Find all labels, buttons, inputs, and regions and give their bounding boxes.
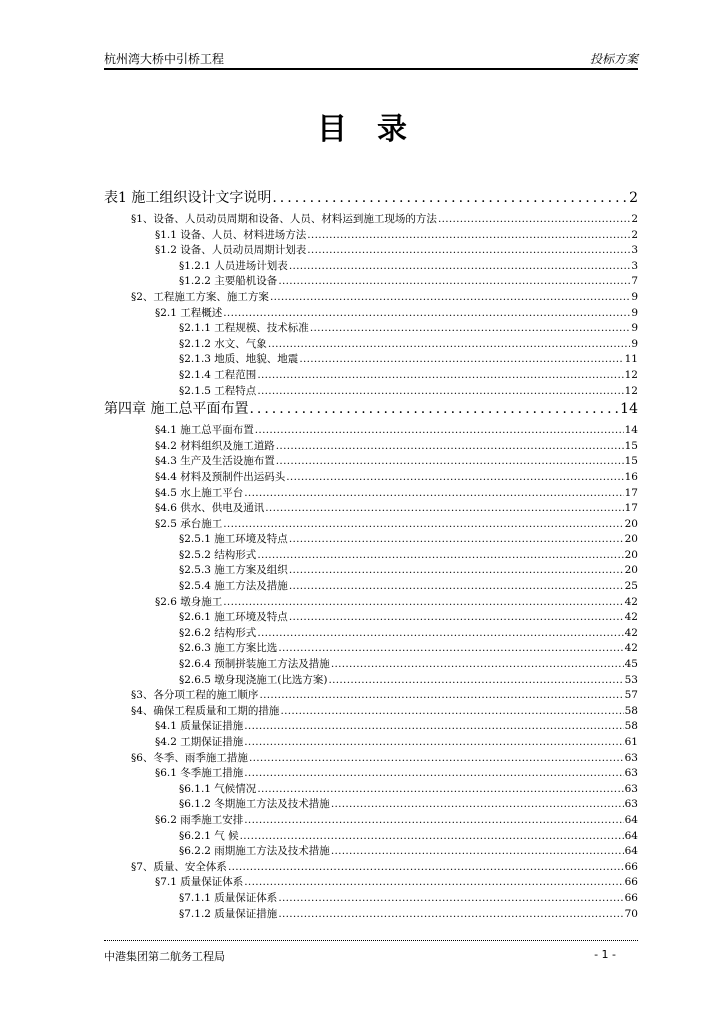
header-document-type: 投标方案	[589, 52, 638, 66]
toc-entry[interactable]	[104, 735, 638, 751]
toc-dot-leader	[244, 486, 623, 502]
toc-entry-page-number: 20	[624, 564, 638, 577]
toc-entry[interactable]	[104, 423, 638, 439]
toc-entry[interactable]	[104, 368, 638, 384]
toc-entry-page-number: 42	[624, 626, 638, 639]
toc-dot-leader	[244, 766, 623, 782]
toc-entry-title: §2.1.2 水文、气象	[179, 337, 267, 350]
toc-entry[interactable]	[104, 352, 638, 368]
toc-entry-page-number: 61	[624, 736, 638, 748]
toc-entry-page-number: 64	[624, 813, 638, 826]
toc-entry-title: §2.6.1 施工环境及特点	[179, 611, 288, 624]
header-project-name: 杭州湾大桥中引桥工程	[104, 52, 225, 66]
toc-entry[interactable]	[104, 641, 638, 657]
toc-entry-title: §4.2 工期保证措施	[155, 736, 244, 748]
toc-entry-title: §6.2.2 雨期施工方法及技术措施	[179, 845, 330, 858]
toc-dot-leader	[278, 907, 623, 923]
toc-entry-page-number: 66	[624, 876, 638, 889]
toc-entry-page-number: 20	[624, 517, 638, 530]
toc-entry[interactable]	[104, 797, 638, 813]
toc-dot-leader	[331, 844, 624, 860]
toc-entry[interactable]	[104, 782, 638, 798]
toc-entry-title: §2.1.4 工程范围	[179, 368, 257, 381]
toc-entry-page-number: 3	[631, 259, 638, 272]
toc-entry[interactable]	[104, 766, 638, 782]
toc-entry-title: §2.6.5 墩身现浇施工(比选方案)	[179, 673, 328, 686]
toc-dot-leader	[259, 688, 623, 704]
toc-entry-title: §2.6.2 结构形式	[179, 626, 257, 639]
toc-dot-leader	[244, 735, 623, 751]
toc-entry-title: §7.1 质量保证体系	[155, 876, 244, 889]
toc-entry-title: §2.6.3 施工方案比选	[179, 642, 278, 655]
toc-dot-leader	[289, 610, 624, 626]
toc-entry-title: §1、设备、人员动员周期和设备、人员、材料运到施工现场的方法	[131, 213, 437, 225]
toc-entry[interactable]	[104, 439, 638, 455]
toc-entry-title: §3、各分项工程的施工顺序	[131, 689, 259, 702]
toc-entry[interactable]	[104, 321, 638, 337]
toc-entry-page-number: 25	[624, 580, 638, 593]
toc-entry-page-number: 64	[624, 845, 638, 858]
toc-entry[interactable]	[104, 454, 638, 470]
toc-entry[interactable]	[104, 517, 638, 533]
footer-divider	[104, 940, 638, 941]
toc-dot-leader	[286, 470, 623, 486]
toc-entry[interactable]	[104, 212, 638, 228]
toc-dot-leader	[240, 829, 624, 845]
toc-entry-title: §6.1 冬季施工措施	[155, 767, 244, 780]
toc-entry-title: §4.1 质量保证措施	[155, 720, 244, 733]
toc-entry-title: §6.2.1 气 候	[179, 829, 239, 842]
toc-dot-leader	[299, 352, 623, 368]
toc-entry-page-number: 17	[624, 486, 638, 499]
toc-entry[interactable]	[104, 501, 638, 517]
toc-entry[interactable]	[104, 719, 638, 735]
toc-dot-leader	[228, 860, 624, 876]
toc-entry[interactable]	[104, 486, 638, 502]
toc-entry-page-number: 58	[624, 720, 638, 733]
toc-entry-title: §2.5 承台施工	[155, 517, 223, 530]
toc-entry-page-number: 53	[624, 673, 638, 686]
page-header	[104, 48, 638, 70]
page-footer	[104, 940, 638, 970]
page-title: 目录	[317, 112, 437, 147]
toc-entry-page-number: 42	[624, 611, 638, 624]
page-number: - 1 -	[594, 948, 616, 961]
toc-entry-page-number: 58	[624, 704, 638, 717]
toc-entry-title: §6.1.2 冬期施工方法及技术措施	[179, 798, 330, 811]
toc-entry-title: §2.1 工程概述	[155, 306, 223, 319]
toc-dot-leader	[331, 657, 624, 673]
toc-entry[interactable]	[104, 626, 638, 642]
toc-entry-title: §2.5.4 施工方法及措施	[179, 580, 288, 593]
toc-entry-title: §4.4 材料及预制件出运码头	[155, 470, 286, 483]
table-of-contents	[104, 188, 638, 922]
toc-entry[interactable]	[104, 813, 638, 829]
toc-entry-title: §4.6 供水、供电及通讯	[155, 502, 265, 515]
toc-entry[interactable]	[104, 384, 638, 400]
toc-entry[interactable]	[104, 751, 638, 767]
toc-dot-leader	[289, 259, 631, 275]
toc-dot-leader	[278, 891, 623, 907]
toc-entry[interactable]	[104, 259, 638, 275]
toc-entry-title: §4.3 生产及生活设施布置	[155, 455, 275, 468]
toc-entry-page-number: 66	[624, 891, 638, 904]
toc-dot-leader	[307, 228, 630, 244]
toc-entry[interactable]	[104, 610, 638, 626]
toc-dot-leader	[307, 243, 630, 259]
toc-entry-page-number: 12	[624, 368, 638, 381]
toc-entry-title: §2.5.2 结构形式	[179, 548, 257, 561]
toc-entry-page-number: 63	[624, 798, 638, 811]
toc-entry[interactable]	[104, 470, 638, 486]
toc-dot-leader	[276, 439, 624, 455]
toc-entry-title: 第四章 施工总平面布置	[104, 401, 249, 418]
toc-entry-page-number: 70	[624, 907, 638, 920]
toc-dot-leader	[270, 290, 630, 306]
toc-entry-title: §1.1 设备、人员、材料进场方法	[155, 228, 307, 241]
toc-entry-page-number: 12	[624, 384, 638, 397]
toc-entry[interactable]	[104, 188, 638, 212]
toc-dot-leader	[289, 579, 624, 595]
toc-dot-leader	[268, 337, 631, 353]
toc-entry[interactable]	[104, 829, 638, 845]
toc-entry-title: §2.6 墩身施工	[155, 595, 223, 608]
toc-entry[interactable]	[104, 306, 638, 322]
toc-dot-leader	[329, 673, 624, 689]
toc-entry-title: §2.1.3 地质、地貌、地震	[179, 353, 299, 366]
toc-dot-leader	[257, 384, 623, 400]
toc-dot-leader	[272, 188, 628, 208]
toc-dot-leader	[255, 423, 624, 439]
toc-dot-leader	[249, 399, 619, 419]
toc-entry[interactable]	[104, 907, 638, 923]
toc-dot-leader	[289, 532, 624, 548]
toc-entry-title: 表1 施工组织设计文字说明	[104, 190, 272, 206]
toc-entry-page-number: 63	[624, 751, 638, 764]
toc-dot-leader	[257, 626, 623, 642]
toc-entry-page-number: 42	[624, 595, 638, 608]
toc-entry-title: §4、确保工程质量和工期的措施	[131, 704, 280, 717]
toc-entry-page-number: 64	[624, 829, 638, 842]
toc-dot-leader	[223, 595, 623, 611]
toc-dot-leader	[244, 875, 623, 891]
toc-entry-page-number: 9	[631, 306, 638, 319]
toc-entry-page-number: 45	[624, 658, 638, 671]
toc-entry[interactable]	[104, 704, 638, 720]
toc-dot-leader	[310, 321, 631, 337]
toc-entry-title: §6.1.1 气候情况	[179, 782, 257, 795]
toc-entry-page-number: 57	[624, 689, 638, 702]
toc-entry[interactable]	[104, 657, 638, 673]
toc-entry-title: §7.1.2 质量保证措施	[179, 907, 278, 920]
toc-entry[interactable]	[104, 337, 638, 353]
toc-entry[interactable]	[104, 399, 638, 423]
toc-entry-page-number: 42	[624, 642, 638, 655]
toc-entry-title: §4.2 材料组织及施工道路	[155, 439, 275, 452]
toc-dot-leader	[223, 517, 623, 533]
toc-entry-page-number: 14	[624, 424, 638, 437]
toc-entry[interactable]	[104, 688, 638, 704]
toc-entry-title: §4.1 施工总平面布置	[155, 424, 254, 437]
toc-entry-page-number: 15	[624, 455, 638, 468]
toc-dot-leader	[257, 548, 623, 564]
toc-entry-page-number: 20	[624, 548, 638, 561]
toc-dot-leader	[331, 797, 624, 813]
toc-entry[interactable]	[104, 274, 638, 290]
toc-entry-title: §7.1.1 质量保证体系	[179, 891, 278, 904]
toc-entry-page-number: 9	[631, 290, 638, 303]
toc-entry[interactable]	[104, 579, 638, 595]
toc-dot-leader	[257, 782, 623, 798]
toc-entry-page-number: 15	[624, 439, 638, 452]
toc-entry[interactable]	[104, 875, 638, 891]
toc-entry[interactable]	[104, 228, 638, 244]
toc-dot-leader	[280, 704, 623, 720]
toc-dot-leader	[257, 368, 623, 384]
toc-dot-leader	[438, 212, 630, 228]
toc-entry[interactable]	[104, 532, 638, 548]
toc-entry-title: §1.2 设备、人员动员周期计划表	[155, 244, 307, 257]
toc-entry-title: §7、质量、安全体系	[131, 860, 227, 873]
toc-entry-page-number: 63	[624, 767, 638, 780]
toc-entry-page-number: 16	[624, 470, 638, 483]
toc-entry-page-number: 2	[629, 190, 638, 206]
toc-entry-page-number: 3	[631, 244, 638, 257]
footer-company-name: 中港集团第二航务工程局	[104, 950, 225, 963]
toc-entry-page-number: 9	[631, 322, 638, 335]
toc-entry-title: §1.2.2 主要船机设备	[179, 275, 278, 288]
toc-entry[interactable]	[104, 673, 638, 689]
toc-entry-page-number: 7	[631, 275, 638, 288]
toc-entry-page-number: 11	[624, 353, 638, 366]
toc-entry[interactable]	[104, 844, 638, 860]
toc-dot-leader	[278, 274, 630, 290]
toc-entry-title: §2.1.1 工程规模、技术标准	[179, 322, 309, 335]
toc-entry-page-number: 17	[624, 502, 638, 515]
toc-entry-title: §2.6.4 预制拼装施工方法及措施	[179, 658, 330, 671]
toc-entry-page-number: 2	[631, 213, 638, 225]
toc-entry[interactable]	[104, 563, 638, 579]
toc-entry-page-number: 9	[631, 337, 638, 350]
toc-entry-page-number: 66	[624, 860, 638, 873]
toc-entry-title: §1.2.1 人员进场计划表	[179, 259, 288, 272]
toc-entry-title: §2、工程施工方案、施工方案	[131, 290, 269, 303]
toc-entry-title: §2.1.5 工程特点	[179, 384, 257, 397]
toc-entry[interactable]	[104, 891, 638, 907]
toc-entry[interactable]	[104, 290, 638, 306]
toc-entry[interactable]	[104, 548, 638, 564]
toc-entry-page-number: 63	[624, 782, 638, 795]
toc-dot-leader	[265, 501, 623, 517]
toc-entry-title: §6、冬季、雨季施工措施	[131, 751, 248, 764]
toc-entry[interactable]	[104, 243, 638, 259]
toc-entry-page-number: 14	[620, 401, 638, 418]
toc-entry-page-number: 2	[631, 228, 638, 241]
toc-dot-leader	[276, 454, 624, 470]
toc-dot-leader	[223, 306, 630, 322]
toc-entry-title: §6.2 雨季施工安排	[155, 813, 244, 826]
toc-entry[interactable]	[104, 595, 638, 611]
toc-dot-leader	[244, 813, 623, 829]
toc-dot-leader	[289, 563, 624, 579]
toc-dot-leader	[244, 719, 623, 735]
toc-entry-title: §4.5 水上施工平台	[155, 486, 244, 499]
toc-entry[interactable]	[104, 860, 638, 876]
toc-entry-title: §2.5.1 施工环境及特点	[179, 533, 288, 546]
toc-dot-leader	[249, 751, 624, 767]
toc-entry-page-number: 20	[624, 533, 638, 546]
toc-dot-leader	[278, 641, 623, 657]
toc-entry-title: §2.5.3 施工方案及组织	[179, 564, 288, 577]
